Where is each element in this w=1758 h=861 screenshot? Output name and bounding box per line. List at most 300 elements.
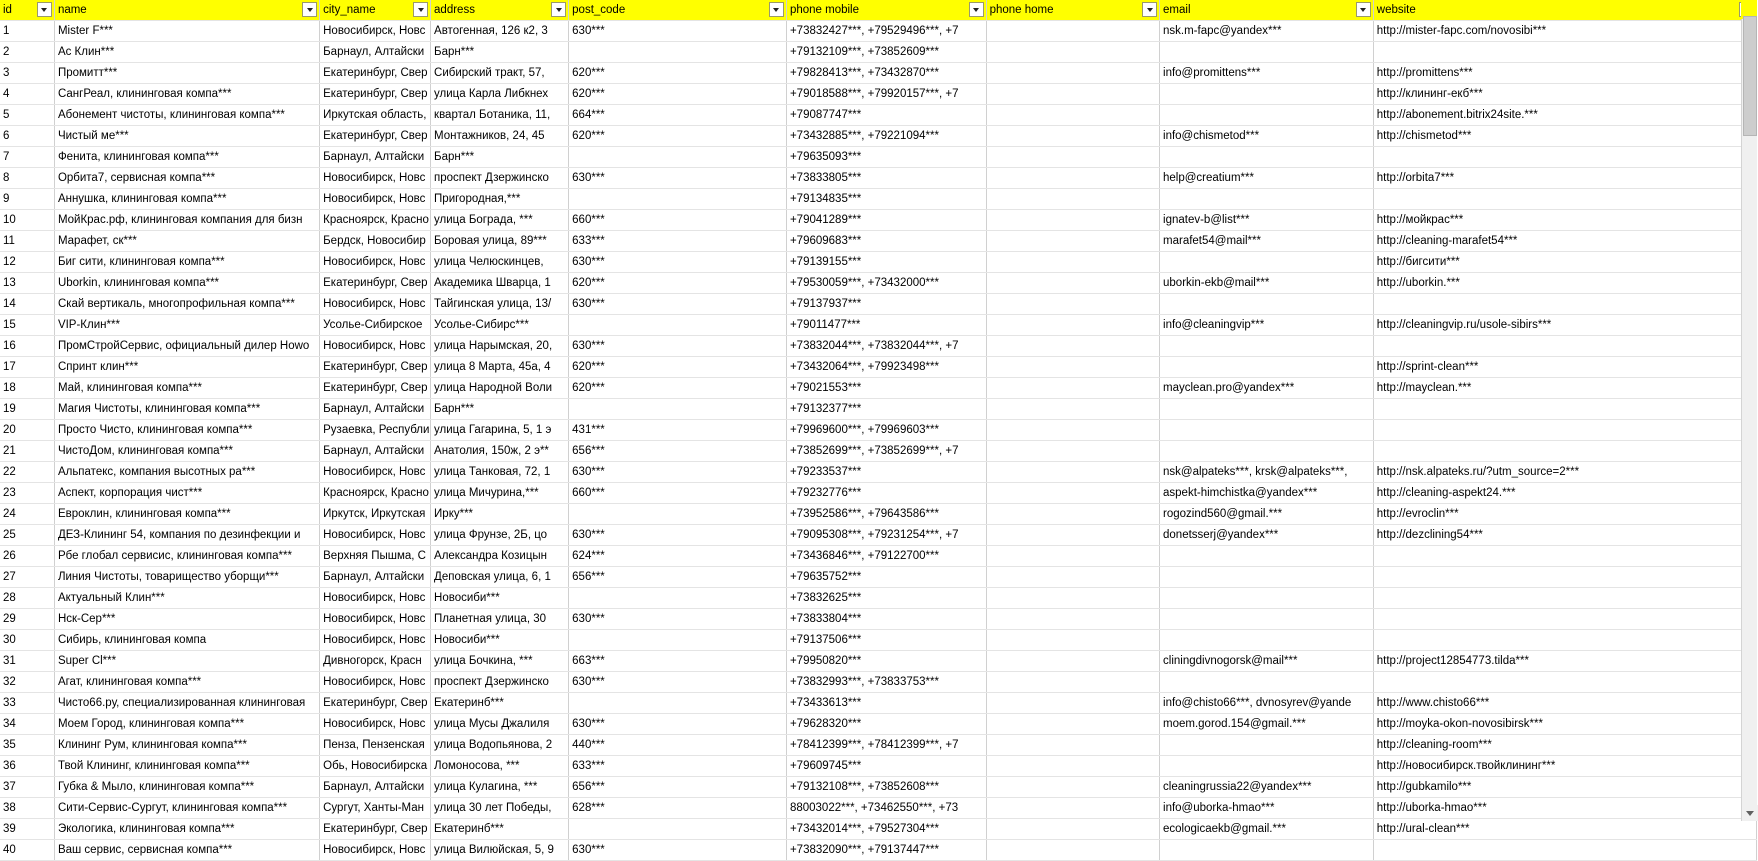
cell-id[interactable]: 4 <box>0 84 54 105</box>
cell-city_name[interactable]: Дивногорск, Красн <box>320 651 431 672</box>
cell-id[interactable]: 6 <box>0 126 54 147</box>
cell-city_name[interactable]: Барнаул, Алтайски <box>320 441 431 462</box>
cell-id[interactable]: 37 <box>0 777 54 798</box>
cell-id[interactable]: 5 <box>0 105 54 126</box>
cell-name[interactable]: Магия Чистоты, клининговая компа*** <box>54 399 319 420</box>
cell-phone_mobile[interactable]: +73432014***, +79527304*** <box>786 819 986 840</box>
cell-phone_home[interactable] <box>986 189 1159 210</box>
cell-website[interactable]: http://gubkamilo*** <box>1373 777 1756 798</box>
cell-id[interactable]: 2 <box>0 42 54 63</box>
cell-email[interactable]: info@chisto66***, dvnosyrev@yande <box>1160 693 1374 714</box>
cell-post_code[interactable]: 630*** <box>569 840 787 861</box>
cell-name[interactable]: Super Cl*** <box>54 651 319 672</box>
cell-address[interactable]: улица Бочкина, *** <box>431 651 569 672</box>
cell-name[interactable]: Орбита7, сервисная компа*** <box>54 168 319 189</box>
cell-address[interactable]: улица Фрунзе, 2Б, цо <box>431 525 569 546</box>
cell-website[interactable] <box>1373 147 1756 168</box>
cell-post_code[interactable] <box>569 315 787 336</box>
cell-phone_home[interactable] <box>986 420 1159 441</box>
filter-dropdown-icon[interactable] <box>302 2 317 17</box>
cell-email[interactable] <box>1160 588 1374 609</box>
cell-email[interactable]: aspekt-himchistka@yandex*** <box>1160 483 1374 504</box>
cell-name[interactable]: Просто Чисто, клининговая компа*** <box>54 420 319 441</box>
cell-phone_home[interactable] <box>986 294 1159 315</box>
table-row[interactable] <box>0 609 1757 630</box>
table-row[interactable] <box>0 651 1757 672</box>
cell-website[interactable] <box>1373 399 1756 420</box>
cell-phone_home[interactable] <box>986 105 1159 126</box>
cell-phone_mobile[interactable]: +79233537*** <box>786 462 986 483</box>
cell-phone_mobile[interactable]: +73832625*** <box>786 588 986 609</box>
cell-email[interactable] <box>1160 672 1374 693</box>
table-row[interactable] <box>0 546 1757 567</box>
cell-post_code[interactable]: 620*** <box>569 84 787 105</box>
cell-id[interactable]: 9 <box>0 189 54 210</box>
cell-id[interactable]: 39 <box>0 819 54 840</box>
scroll-down-button[interactable] <box>1742 805 1758 821</box>
filter-dropdown-icon[interactable] <box>769 2 784 17</box>
cell-email[interactable]: ecologicaekb@gmail.*** <box>1160 819 1374 840</box>
table-row[interactable] <box>0 294 1757 315</box>
cell-id[interactable]: 3 <box>0 63 54 84</box>
cell-city_name[interactable]: Екатеринбург, Свер <box>320 378 431 399</box>
table-row[interactable] <box>0 105 1757 126</box>
cell-name[interactable]: Моем Город, клининговая компа*** <box>54 714 319 735</box>
cell-email[interactable]: info@cleaningvip*** <box>1160 315 1374 336</box>
cell-address[interactable]: Автогенная, 126 к2, 3 <box>431 21 569 42</box>
cell-city_name[interactable]: Иркутская область, <box>320 105 431 126</box>
cell-city_name[interactable]: Барнаул, Алтайски <box>320 777 431 798</box>
cell-id[interactable]: 25 <box>0 525 54 546</box>
cell-website[interactable] <box>1373 567 1756 588</box>
cell-name[interactable]: Альпатекс, компания высотных ра*** <box>54 462 319 483</box>
cell-phone_mobile[interactable]: +79828413***, +73432870*** <box>786 63 986 84</box>
cell-city_name[interactable]: Красноярск, Красно <box>320 483 431 504</box>
cell-city_name[interactable]: Барнаул, Алтайски <box>320 147 431 168</box>
cell-website[interactable] <box>1373 420 1756 441</box>
cell-name[interactable]: Ас Клин*** <box>54 42 319 63</box>
cell-name[interactable]: МойКрас.рф, клининговая компания для бизн <box>54 210 319 231</box>
cell-name[interactable]: Нск-Сер*** <box>54 609 319 630</box>
vertical-scrollbar[interactable] <box>1741 0 1757 821</box>
cell-website[interactable]: http://cleaning-room*** <box>1373 735 1756 756</box>
table-row[interactable] <box>0 126 1757 147</box>
cell-city_name[interactable]: Новосибирск, Новс <box>320 525 431 546</box>
cell-id[interactable]: 18 <box>0 378 54 399</box>
cell-city_name[interactable]: Новосибирск, Новс <box>320 840 431 861</box>
cell-address[interactable]: улица Мичурина,*** <box>431 483 569 504</box>
cell-address[interactable]: Барн*** <box>431 42 569 63</box>
cell-website[interactable]: http://клининг-екб*** <box>1373 84 1756 105</box>
cell-website[interactable] <box>1373 336 1756 357</box>
cell-address[interactable]: Екатеринб*** <box>431 819 569 840</box>
cell-email[interactable]: uborkin-ekb@mail*** <box>1160 273 1374 294</box>
cell-id[interactable]: 24 <box>0 504 54 525</box>
cell-name[interactable]: ДЕЗ-Клининг 54, компания по дезинфекции и <box>54 525 319 546</box>
cell-post_code[interactable] <box>569 399 787 420</box>
table-row[interactable] <box>0 462 1757 483</box>
cell-id[interactable]: 20 <box>0 420 54 441</box>
cell-phone_mobile[interactable]: +79950820*** <box>786 651 986 672</box>
cell-address[interactable]: улица Мусы Джалиля <box>431 714 569 735</box>
cell-email[interactable]: ignatev-b@list*** <box>1160 210 1374 231</box>
cell-id[interactable]: 17 <box>0 357 54 378</box>
cell-id[interactable]: 32 <box>0 672 54 693</box>
cell-phone_home[interactable] <box>986 378 1159 399</box>
cell-post_code[interactable]: 630*** <box>569 336 787 357</box>
cell-address[interactable]: улица Гагарина, 5, 1 э <box>431 420 569 441</box>
cell-phone_home[interactable] <box>986 525 1159 546</box>
cell-email[interactable] <box>1160 147 1374 168</box>
cell-post_code[interactable] <box>569 42 787 63</box>
cell-name[interactable]: Рбе глобал сервисис, клининговая компа*** <box>54 546 319 567</box>
column-header-id[interactable] <box>0 0 54 21</box>
cell-email[interactable] <box>1160 756 1374 777</box>
cell-name[interactable]: Губка & Мыло, клининговая компа*** <box>54 777 319 798</box>
cell-id[interactable]: 21 <box>0 441 54 462</box>
cell-address[interactable]: улица Кулагина, *** <box>431 777 569 798</box>
table-row[interactable] <box>0 189 1757 210</box>
cell-phone_home[interactable] <box>986 210 1159 231</box>
cell-name[interactable]: ЧистоДом, клининговая компа*** <box>54 441 319 462</box>
cell-address[interactable]: Новосиби*** <box>431 630 569 651</box>
cell-phone_home[interactable] <box>986 483 1159 504</box>
cell-id[interactable]: 10 <box>0 210 54 231</box>
table-row[interactable] <box>0 840 1757 861</box>
cell-phone_home[interactable] <box>986 231 1159 252</box>
cell-name[interactable]: Экологика, клининговая компа*** <box>54 819 319 840</box>
cell-website[interactable]: http://cleaning-marafet54*** <box>1373 231 1756 252</box>
cell-name[interactable]: Чисто66.ру, специализированная клининговая <box>54 693 319 714</box>
table-row[interactable] <box>0 210 1757 231</box>
cell-city_name[interactable]: Рузаевка, Республи <box>320 420 431 441</box>
cell-name[interactable]: Ваш сервис, сервисная компа*** <box>54 840 319 861</box>
cell-website[interactable]: http://www.chisto66*** <box>1373 693 1756 714</box>
cell-post_code[interactable]: 660*** <box>569 483 787 504</box>
cell-city_name[interactable]: Новосибирск, Новс <box>320 462 431 483</box>
cell-id[interactable]: 36 <box>0 756 54 777</box>
cell-email[interactable] <box>1160 84 1374 105</box>
cell-address[interactable]: Боровая улица, 89*** <box>431 231 569 252</box>
table-row[interactable] <box>0 588 1757 609</box>
cell-id[interactable]: 1 <box>0 21 54 42</box>
cell-phone_mobile[interactable]: +73832427***, +79529496***, +7 <box>786 21 986 42</box>
cell-website[interactable]: http://evroclin*** <box>1373 504 1756 525</box>
table-row[interactable] <box>0 630 1757 651</box>
cell-address[interactable]: улица Танковая, 72, 1 <box>431 462 569 483</box>
cell-name[interactable]: Аннушка, клининговая компа*** <box>54 189 319 210</box>
table-row[interactable] <box>0 63 1757 84</box>
column-header-address[interactable] <box>431 0 569 21</box>
cell-id[interactable]: 13 <box>0 273 54 294</box>
cell-phone_home[interactable] <box>986 588 1159 609</box>
cell-phone_home[interactable] <box>986 441 1159 462</box>
column-header-email[interactable] <box>1160 0 1374 21</box>
cell-website[interactable] <box>1373 546 1756 567</box>
cell-name[interactable]: Аспект, корпорация чист*** <box>54 483 319 504</box>
table-row[interactable] <box>0 756 1757 777</box>
cell-phone_mobile[interactable]: +79011477*** <box>786 315 986 336</box>
cell-city_name[interactable]: Новосибирск, Новс <box>320 672 431 693</box>
cell-post_code[interactable]: 660*** <box>569 210 787 231</box>
filter-dropdown-icon[interactable] <box>37 2 52 17</box>
cell-city_name[interactable]: Верхняя Пышма, С <box>320 546 431 567</box>
cell-name[interactable]: Сити-Сервис-Сургут, клининговая компа*** <box>54 798 319 819</box>
cell-city_name[interactable]: Екатеринбург, Свер <box>320 273 431 294</box>
cell-id[interactable]: 31 <box>0 651 54 672</box>
cell-post_code[interactable]: 431*** <box>569 420 787 441</box>
cell-name[interactable]: СангРеал, клининговая компа*** <box>54 84 319 105</box>
cell-phone_home[interactable] <box>986 777 1159 798</box>
cell-city_name[interactable]: Новосибирск, Новс <box>320 714 431 735</box>
cell-phone_mobile[interactable]: +73832993***, +73833753*** <box>786 672 986 693</box>
cell-phone_home[interactable] <box>986 336 1159 357</box>
cell-post_code[interactable]: 656*** <box>569 441 787 462</box>
cell-address[interactable]: Ирку*** <box>431 504 569 525</box>
cell-city_name[interactable]: Новосибирск, Новс <box>320 21 431 42</box>
table-row[interactable] <box>0 357 1757 378</box>
cell-post_code[interactable] <box>569 147 787 168</box>
cell-phone_home[interactable] <box>986 840 1159 861</box>
cell-phone_home[interactable] <box>986 504 1159 525</box>
cell-city_name[interactable]: Обь, Новосибирска <box>320 756 431 777</box>
cell-id[interactable]: 14 <box>0 294 54 315</box>
cell-post_code[interactable] <box>569 504 787 525</box>
cell-address[interactable]: улица Челюскинцев, <box>431 252 569 273</box>
cell-id[interactable]: 15 <box>0 315 54 336</box>
cell-address[interactable]: улица 8 Марта, 45а, 4 <box>431 357 569 378</box>
cell-post_code[interactable] <box>569 819 787 840</box>
cell-website[interactable] <box>1373 441 1756 462</box>
cell-email[interactable] <box>1160 357 1374 378</box>
cell-phone_home[interactable] <box>986 462 1159 483</box>
cell-website[interactable]: http://dezclining54*** <box>1373 525 1756 546</box>
table-row[interactable] <box>0 399 1757 420</box>
cell-website[interactable]: http://moyka-okon-novosibirsk*** <box>1373 714 1756 735</box>
cell-id[interactable]: 23 <box>0 483 54 504</box>
cell-address[interactable]: проспект Дзержинско <box>431 168 569 189</box>
cell-email[interactable] <box>1160 336 1374 357</box>
cell-name[interactable]: Сибирь, клининговая компа <box>54 630 319 651</box>
cell-phone_mobile[interactable]: +79132108***, +73852608*** <box>786 777 986 798</box>
cell-address[interactable]: Барн*** <box>431 147 569 168</box>
cell-post_code[interactable]: 630*** <box>569 525 787 546</box>
cell-phone_mobile[interactable]: +73436846***, +79122700*** <box>786 546 986 567</box>
cell-address[interactable]: Академика Шварца, 1 <box>431 273 569 294</box>
cell-post_code[interactable]: 656*** <box>569 777 787 798</box>
cell-phone_home[interactable] <box>986 567 1159 588</box>
scrollbar-thumb[interactable] <box>1743 16 1757 136</box>
cell-id[interactable]: 34 <box>0 714 54 735</box>
cell-website[interactable]: http://mister-fapc.com/novosibi*** <box>1373 21 1756 42</box>
cell-email[interactable]: cleaningrussia22@yandex*** <box>1160 777 1374 798</box>
cell-phone_mobile[interactable]: +79530059***, +73432000*** <box>786 273 986 294</box>
table-row[interactable] <box>0 378 1757 399</box>
cell-post_code[interactable]: 630*** <box>569 462 787 483</box>
cell-city_name[interactable]: Барнаул, Алтайски <box>320 567 431 588</box>
cell-post_code[interactable]: 663*** <box>569 651 787 672</box>
cell-name[interactable]: Агат, клининговая компа*** <box>54 672 319 693</box>
cell-website[interactable]: http://мойкрас*** <box>1373 210 1756 231</box>
cell-post_code[interactable]: 628*** <box>569 798 787 819</box>
cell-website[interactable]: http://abonement.bitrix24site.*** <box>1373 105 1756 126</box>
cell-phone_home[interactable] <box>986 63 1159 84</box>
cell-city_name[interactable]: Новосибирск, Новс <box>320 189 431 210</box>
cell-website[interactable]: http://nsk.alpateks.ru/?utm_source=2*** <box>1373 462 1756 483</box>
cell-phone_mobile[interactable]: +73432885***, +79221094*** <box>786 126 986 147</box>
cell-address[interactable]: Ломоносова, *** <box>431 756 569 777</box>
cell-website[interactable] <box>1373 609 1756 630</box>
cell-email[interactable] <box>1160 840 1374 861</box>
table-row[interactable] <box>0 567 1757 588</box>
table-row[interactable] <box>0 798 1757 819</box>
cell-address[interactable]: проспект Дзержинско <box>431 672 569 693</box>
cell-city_name[interactable]: Екатеринбург, Свер <box>320 84 431 105</box>
cell-address[interactable]: улица Карла Либкнех <box>431 84 569 105</box>
cell-name[interactable]: Биг сити, клининговая компа*** <box>54 252 319 273</box>
cell-website[interactable] <box>1373 672 1756 693</box>
cell-phone_home[interactable] <box>986 756 1159 777</box>
cell-phone_home[interactable] <box>986 693 1159 714</box>
cell-name[interactable]: Спринт клин*** <box>54 357 319 378</box>
cell-city_name[interactable]: Новосибирск, Новс <box>320 252 431 273</box>
cell-name[interactable]: Чистый ме*** <box>54 126 319 147</box>
cell-phone_home[interactable] <box>986 609 1159 630</box>
table-row[interactable] <box>0 420 1757 441</box>
cell-email[interactable] <box>1160 252 1374 273</box>
cell-email[interactable] <box>1160 420 1374 441</box>
cell-post_code[interactable]: 633*** <box>569 756 787 777</box>
cell-website[interactable]: http://cleaningvip.ru/usole-sibirs*** <box>1373 315 1756 336</box>
cell-name[interactable]: Линия Чистоты, товарищество уборщи*** <box>54 567 319 588</box>
cell-phone_home[interactable] <box>986 273 1159 294</box>
cell-city_name[interactable]: Новосибирск, Новс <box>320 630 431 651</box>
cell-phone_mobile[interactable]: 88003022***, +73462550***, +73 <box>786 798 986 819</box>
cell-website[interactable]: http://promittens*** <box>1373 63 1756 84</box>
cell-phone_home[interactable] <box>986 168 1159 189</box>
cell-website[interactable]: http://бигсити*** <box>1373 252 1756 273</box>
cell-id[interactable]: 26 <box>0 546 54 567</box>
cell-phone_mobile[interactable]: +79635752*** <box>786 567 986 588</box>
cell-city_name[interactable]: Барнаул, Алтайски <box>320 399 431 420</box>
cell-phone_mobile[interactable]: +79139155*** <box>786 252 986 273</box>
cell-address[interactable]: Монтажников, 24, 45 <box>431 126 569 147</box>
cell-website[interactable]: http://новосибирск.твойклининг*** <box>1373 756 1756 777</box>
cell-email[interactable]: nsk.m-fapc@yandex*** <box>1160 21 1374 42</box>
cell-post_code[interactable] <box>569 189 787 210</box>
cell-address[interactable]: улица Бограда, *** <box>431 210 569 231</box>
cell-address[interactable]: Усолье-Сибирс*** <box>431 315 569 336</box>
cell-email[interactable]: marafet54@mail*** <box>1160 231 1374 252</box>
cell-phone_home[interactable] <box>986 399 1159 420</box>
cell-address[interactable]: улица Нарымская, 20, <box>431 336 569 357</box>
cell-name[interactable]: Фенита, клининговая компа*** <box>54 147 319 168</box>
cell-email[interactable] <box>1160 42 1374 63</box>
cell-phone_home[interactable] <box>986 42 1159 63</box>
cell-email[interactable] <box>1160 609 1374 630</box>
cell-phone_mobile[interactable]: +73832044***, +73832044***, +7 <box>786 336 986 357</box>
filter-dropdown-icon[interactable] <box>969 2 984 17</box>
cell-city_name[interactable]: Усолье-Сибирское <box>320 315 431 336</box>
cell-name[interactable]: VIP-Клин*** <box>54 315 319 336</box>
cell-city_name[interactable]: Новосибирск, Новс <box>320 168 431 189</box>
cell-post_code[interactable]: 440*** <box>569 735 787 756</box>
cell-phone_mobile[interactable]: +79137937*** <box>786 294 986 315</box>
cell-website[interactable]: http://chismetod*** <box>1373 126 1756 147</box>
cell-website[interactable]: http://uborka-hmao*** <box>1373 798 1756 819</box>
cell-email[interactable] <box>1160 105 1374 126</box>
cell-id[interactable]: 7 <box>0 147 54 168</box>
cell-email[interactable]: info@uborka-hmao*** <box>1160 798 1374 819</box>
cell-phone_mobile[interactable]: +79087747*** <box>786 105 986 126</box>
cell-id[interactable]: 35 <box>0 735 54 756</box>
cell-city_name[interactable]: Сургут, Ханты-Ман <box>320 798 431 819</box>
cell-phone_mobile[interactable]: +79095308***, +79231254***, +7 <box>786 525 986 546</box>
cell-email[interactable]: info@chismetod*** <box>1160 126 1374 147</box>
cell-post_code[interactable]: 620*** <box>569 126 787 147</box>
filter-dropdown-icon[interactable] <box>551 2 566 17</box>
column-header-post-code[interactable] <box>569 0 787 21</box>
cell-phone_mobile[interactable]: +79134835*** <box>786 189 986 210</box>
cell-name[interactable]: Клининг Рум, клининговая компа*** <box>54 735 319 756</box>
cell-email[interactable]: nsk@alpateks***, krsk@alpateks***, <box>1160 462 1374 483</box>
cell-post_code[interactable]: 630*** <box>569 609 787 630</box>
cell-website[interactable]: http://uborkin.*** <box>1373 273 1756 294</box>
cell-city_name[interactable]: Пенза, Пензенская <box>320 735 431 756</box>
table-row[interactable] <box>0 819 1757 840</box>
cell-address[interactable]: Деповская улица, 6, 1 <box>431 567 569 588</box>
cell-website[interactable] <box>1373 630 1756 651</box>
cell-phone_home[interactable] <box>986 672 1159 693</box>
cell-city_name[interactable]: Красноярск, Красно <box>320 210 431 231</box>
cell-phone_mobile[interactable]: +79137506*** <box>786 630 986 651</box>
cell-phone_mobile[interactable]: +79609745*** <box>786 756 986 777</box>
cell-email[interactable]: donetsserj@yandex*** <box>1160 525 1374 546</box>
cell-address[interactable]: улица 30 лет Победы, <box>431 798 569 819</box>
table-row[interactable] <box>0 147 1757 168</box>
cell-address[interactable]: улица Вилюйская, 5, 9 <box>431 840 569 861</box>
cell-phone_mobile[interactable]: +73832090***, +79137447*** <box>786 840 986 861</box>
cell-email[interactable]: rogozind560@gmail.*** <box>1160 504 1374 525</box>
cell-email[interactable] <box>1160 441 1374 462</box>
cell-email[interactable]: cliningdivnogorsk@mail*** <box>1160 651 1374 672</box>
cell-post_code[interactable] <box>569 630 787 651</box>
cell-city_name[interactable]: Новосибирск, Новс <box>320 294 431 315</box>
cell-address[interactable]: Пригородная,*** <box>431 189 569 210</box>
cell-name[interactable]: Абонемент чистоты, клининговая компа*** <box>54 105 319 126</box>
cell-website[interactable]: http://ural-clean*** <box>1373 819 1756 840</box>
table-row[interactable] <box>0 714 1757 735</box>
cell-phone_mobile[interactable]: +73432064***, +79923498*** <box>786 357 986 378</box>
cell-website[interactable] <box>1373 189 1756 210</box>
cell-id[interactable]: 29 <box>0 609 54 630</box>
cell-phone_mobile[interactable]: +73852699***, +73852699***, +7 <box>786 441 986 462</box>
cell-city_name[interactable]: Новосибирск, Новс <box>320 609 431 630</box>
cell-city_name[interactable]: Екатеринбург, Свер <box>320 357 431 378</box>
cell-city_name[interactable]: Екатеринбург, Свер <box>320 126 431 147</box>
cell-post_code[interactable]: 656*** <box>569 567 787 588</box>
table-row[interactable] <box>0 735 1757 756</box>
cell-phone_mobile[interactable]: +73952586***, +79643586*** <box>786 504 986 525</box>
cell-email[interactable] <box>1160 735 1374 756</box>
cell-phone_mobile[interactable]: +79969600***, +79969603*** <box>786 420 986 441</box>
cell-city_name[interactable]: Новосибирск, Новс <box>320 588 431 609</box>
cell-email[interactable] <box>1160 399 1374 420</box>
cell-phone_home[interactable] <box>986 714 1159 735</box>
cell-phone_home[interactable] <box>986 252 1159 273</box>
cell-phone_home[interactable] <box>986 84 1159 105</box>
cell-email[interactable]: help@creatium*** <box>1160 168 1374 189</box>
